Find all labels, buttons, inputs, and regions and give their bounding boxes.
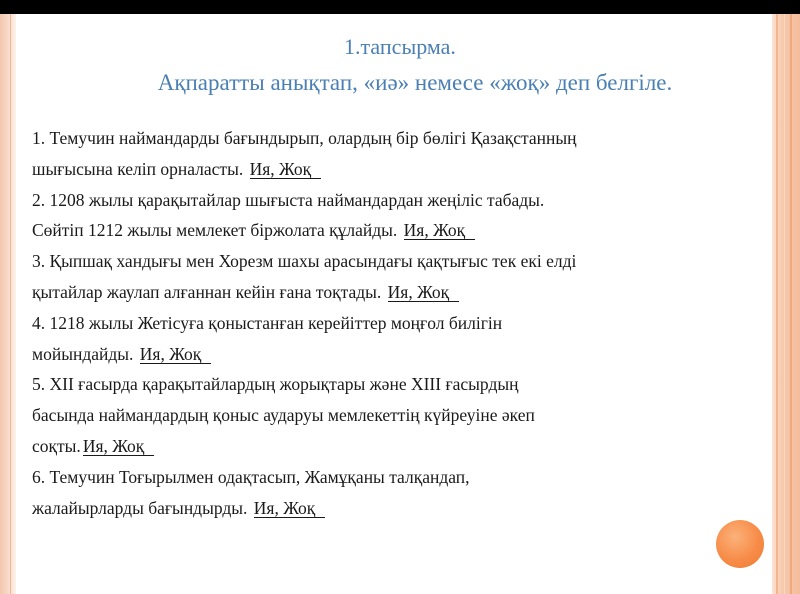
task-4-text-end: мойындайды. [32,343,134,364]
task-1-text-end: шығысына келіп орналасты. [32,158,244,179]
task-6-answer-choice[interactable]: Ия, Жоқ [254,499,325,518]
task-1-line-1: 1. Темучин наймандарды бағындырып, олардың бір бөлігі Қазақстанның [32,128,577,148]
task-2-text-end: Сөйтіп 1212 жылы мемлекет біржолата құлайды. [32,220,398,241]
task-4-line-2 [32,339,752,370]
task-3-answer-choice[interactable]: Ия, Жоқ [388,283,459,302]
task-1-answer-choice[interactable]: Ия, Жоқ [250,160,321,179]
top-black-bar [0,0,800,14]
task-3-text-end: қытайлар жаулап алғаннан кейін ғана тоқтады. [32,281,382,302]
task-6-text-end: жалайырларды бағындырды. [32,497,248,518]
task-2-answer-choice[interactable]: Ия, Жоқ [404,221,475,240]
task-item-3 [32,246,752,308]
task-item-6 [32,462,752,524]
task-2-line-1: 2. 1208 жылы қарақытайлар шығыста наймандардан жеңіліс табады. [32,189,545,210]
task-3-line-1: 3. Қыпшақ хандығы мен Хорезм шахы арасындағы қақтығыс тек екі елді [32,251,577,272]
task-5-answer-choice[interactable]: Ия, Жоқ [83,437,154,456]
task-4-line-1: 4. 1218 жылы Жетісуға қоныстанған керейіттер моңғол билігін [32,312,503,333]
slide-right-border [772,14,800,594]
slide-title: 1.тапсырма. [344,34,456,59]
task-5-line-3 [32,431,752,462]
task-2-line-2 [32,215,752,246]
task-5-line-1: 5. XII ғасырда қарақытайлардың жорықтары және XIII ғасырдың [32,374,519,395]
task-6-line-1: 6. Темучин Тоғырылмен одақтасып, Жамұқаны талқандап, [32,466,470,487]
task-6-line-2 [32,493,752,524]
slide-left-border [0,14,16,594]
task-3-line-2 [32,277,752,308]
task-1-line-2 [32,154,752,185]
task-5-text-end: соқты. [32,435,81,456]
task-item-5 [32,369,752,461]
task-5-line-2: басында наймандардың қоныс аударуы мемлекеттің күйреуіне әкеп [32,405,535,426]
task-item-1 [32,123,752,185]
task-list [32,123,752,523]
decorative-orange-dot [716,520,764,568]
task-4-answer-choice[interactable]: Ия, Жоқ [140,345,211,364]
task-item-4 [32,308,752,370]
task-item-2 [32,185,752,247]
slide-subtitle: Ақпаратты анықтап, «иә» немесе «жоқ» деп белгіле. [157,70,673,95]
